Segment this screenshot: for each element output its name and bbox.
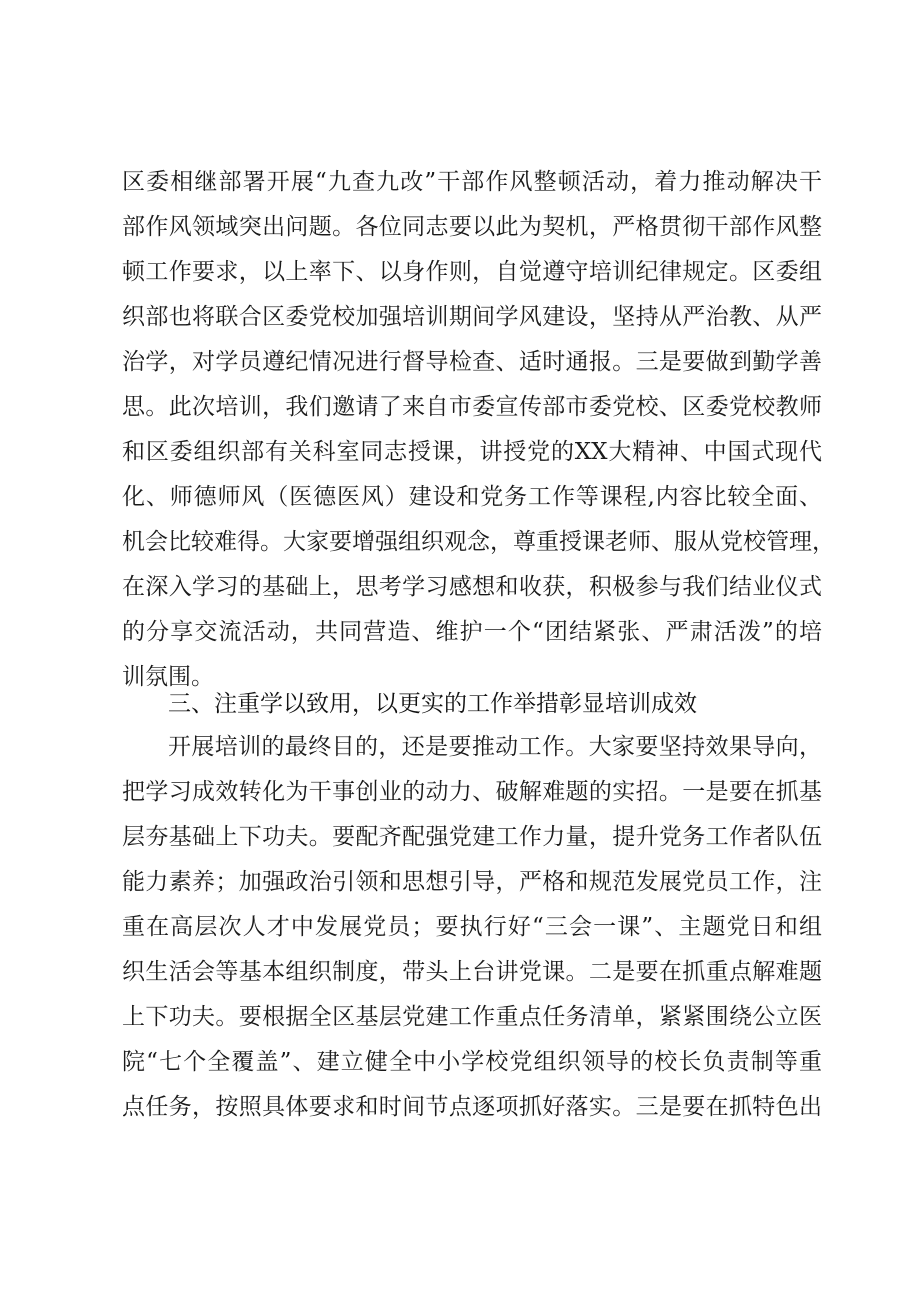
paragraph-1-line: 部作风领域突出问题。各位同志要以此为契机，严格贯彻干部作风整: [122, 214, 822, 240]
paragraph-1-line: 化、师德师风（医德医风）建设和党务工作等课程,内容比较全面、: [122, 484, 822, 510]
paragraph-1-line: 在深入学习的基础上，思考学习感想和收获，积极参与我们结业仪式: [122, 574, 822, 600]
paragraph-1-line: 思。此次培训，我们邀请了来自市委宣传部市委党校、区委党校教师: [122, 394, 822, 420]
paragraph-1-line: 治学，对学员遵纪情况进行督导检查、适时通报。三是要做到勤学善: [122, 349, 822, 375]
paragraph-1-line: 区委相继部署开展“九查九改”干部作风整顿活动，着力推动解决干: [122, 169, 822, 195]
paragraph-2-line: 点任务，按照具体要求和时间节点逐项抓好落实。三是要在抓特色出: [122, 1094, 822, 1120]
paragraph-2-line: 层夯基础上下功夫。要配齐配强党建工作力量，提升党务工作者队伍: [122, 824, 822, 850]
paragraph-2-line: 把学习成效转化为干事创业的动力、破解难题的实招。一是要在抓基: [122, 779, 822, 805]
paragraph-2-line: 上下功夫。要根据全区基层党建工作重点任务清单，紧紧围绕公立医: [122, 1004, 822, 1030]
paragraph-2-line: 院“七个全覆盖”、建立健全中小学校党组织领导的校长负责制等重: [122, 1049, 822, 1075]
paragraph-2-line: 能力素养；加强政治引领和思想引导，严格和规范发展党员工作，注: [122, 869, 822, 895]
paragraph-2-line: 织生活会等基本组织制度，带头上台讲党课。二是要在抓重点解难题: [122, 959, 822, 985]
paragraph-2-line: 重在高层次人才中发展党员；要执行好“三会一课”、主题党日和组: [122, 914, 822, 940]
paragraph-2-line: 开展培训的最终目的，还是要推动工作。大家要坚持效果导向，: [168, 734, 822, 760]
paragraph-1-line: 机会比较难得。大家要增强组织观念，尊重授课老师、服从党校管理，: [122, 529, 835, 555]
paragraph-1-line: 顿工作要求，以上率下、以身作则，自觉遵守培训纪律规定。区委组: [122, 259, 822, 285]
section-heading: 三、注重学以致用，以更实的工作举措彰显培训成效: [168, 691, 697, 717]
paragraph-1-line: 的分享交流活动，共同营造、维护一个“团结紧张、严肃活泼”的培: [122, 619, 822, 645]
paragraph-1-line: 织部也将联合区委党校加强培训期间学风建设，坚持从严治教、从严: [122, 304, 822, 330]
paragraph-1-line: 和区委组织部有关科室同志授课，讲授党的XX大精神、中国式现代: [122, 439, 822, 465]
paragraph-1-line: 训氛围。: [122, 664, 214, 690]
